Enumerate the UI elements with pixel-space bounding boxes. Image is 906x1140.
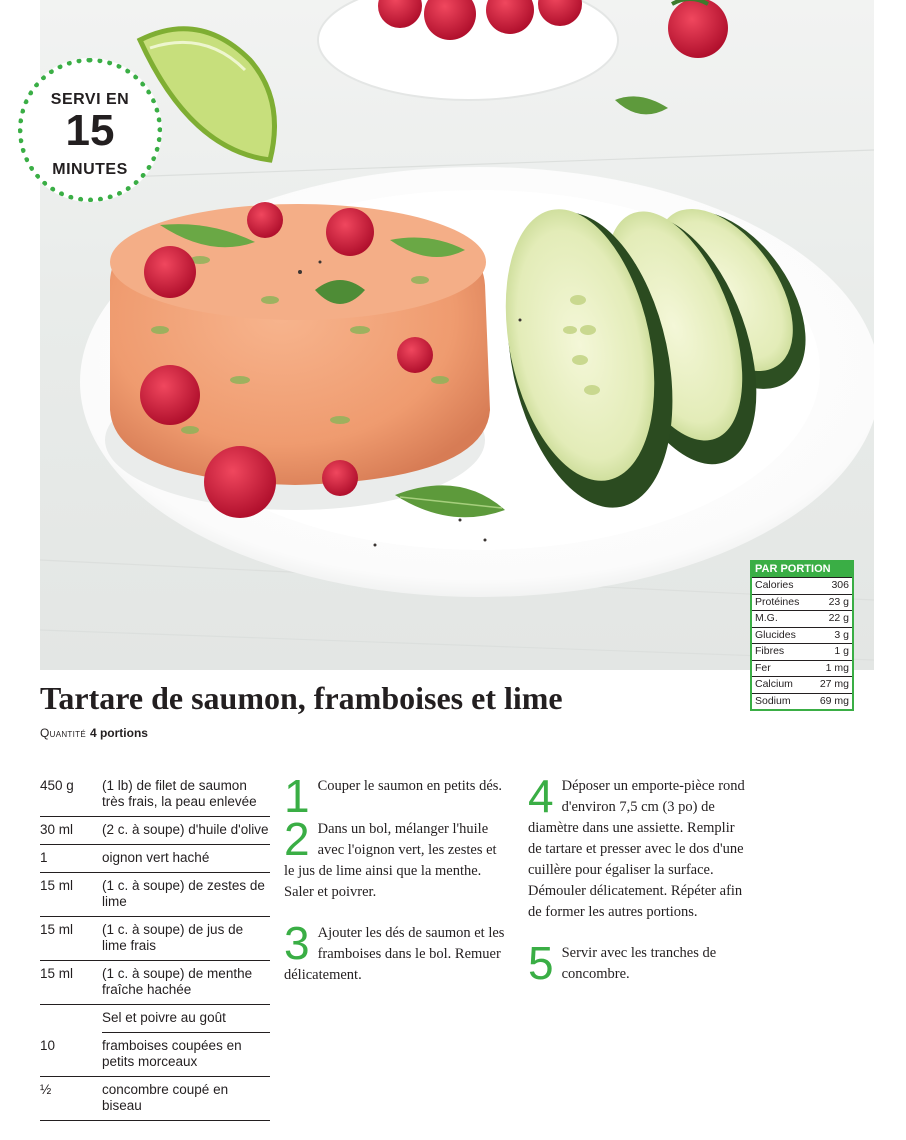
nutrition-value: 27 mg xyxy=(819,678,849,690)
ingredient-description: (1 c. à soupe) de jus de lime frais xyxy=(102,922,244,953)
ingredient-item xyxy=(102,1005,270,1033)
ingredient-description: (1 c. à soupe) de menthe fraîche hachée xyxy=(102,966,253,997)
ingredient-description: (1 c. à soupe) de zestes de lime xyxy=(102,878,265,909)
step-number: 4 xyxy=(528,770,554,822)
recipe-quantity xyxy=(40,726,148,740)
nutrition-value: 22 g xyxy=(828,612,849,624)
nutrition-value: 306 xyxy=(831,579,849,591)
ingredient-description: oignon vert haché xyxy=(102,850,210,865)
step-number: 1 xyxy=(284,770,310,822)
ingredient-item xyxy=(40,961,270,1005)
ingredient-item xyxy=(40,1077,270,1121)
badge-minutes-label: MINUTES xyxy=(52,161,128,178)
ingredient-quantity: 450 g xyxy=(40,778,74,793)
recipe-step xyxy=(284,813,510,903)
ingredient-quantity: 15 ml xyxy=(40,966,74,981)
salmon-tartare-illustration xyxy=(40,0,874,670)
badge-served-label: SERVI EN xyxy=(50,91,130,108)
nutrition-label: Calcium xyxy=(755,678,793,690)
ingredient-description: (2 c. à soupe) d'huile d'olive xyxy=(102,822,269,837)
nutrition-value: 69 mg xyxy=(819,694,849,707)
steps-column-1 xyxy=(284,770,510,1006)
recipe-step xyxy=(284,770,510,822)
recipe-photo xyxy=(40,0,874,670)
nutrition-label: M.G. xyxy=(755,612,778,624)
ingredient-list xyxy=(40,772,270,1121)
ingredient-description: concombre coupé en biseau xyxy=(102,1082,229,1113)
ingredient-quantity: ½ xyxy=(40,1082,52,1097)
ingredient-quantity: 1 xyxy=(40,850,48,865)
ingredient-item xyxy=(40,873,270,917)
ingredient-quantity: 15 ml xyxy=(40,878,74,893)
recipe-step xyxy=(284,917,510,986)
nutrition-row-fibre xyxy=(752,643,852,660)
step-text: Dans un bol, mélanger l'huile avec l'oignon vert, les zestes et le jus de lime ainsi que la menthe. Saler et poivrer. xyxy=(284,821,497,900)
ingredient-description: framboises coupées en petits morceaux xyxy=(102,1038,242,1069)
ingredient-quantity: 30 ml xyxy=(40,822,74,837)
ingredient-quantity: 15 ml xyxy=(40,922,74,937)
nutrition-value: 1 mg xyxy=(825,661,849,674)
nutrition-label: Calories xyxy=(755,579,794,591)
nutrition-label: Fibres xyxy=(755,645,785,657)
step-text: Ajouter les dés de saumon et les framboises dans le bol. Remuer délicatement. xyxy=(284,925,505,983)
nutrition-label: Glucides xyxy=(755,628,796,641)
ingredient-item xyxy=(40,917,270,961)
step-number: 3 xyxy=(284,917,310,969)
nutrition-value: 23 g xyxy=(828,595,849,608)
nutrition-label: Protéines xyxy=(755,595,800,608)
step-text: Servir avec les tranches de concombre. xyxy=(561,945,717,982)
nutrition-row-fat xyxy=(752,610,852,627)
nutrition-row-calcium xyxy=(752,676,852,693)
step-text: Déposer un emporte-pièce rond d'environ 7,5 cm (3 po) de diamètre dans une assiette. Remplir de tartare et presser avec le dos d'une cuillère pour égaliser la surface. Démouler délicatement. Répéter afin de former les autres portions. xyxy=(528,778,745,920)
nutrition-row-proteins xyxy=(752,594,852,611)
step-number: 2 xyxy=(284,813,310,865)
recipe-title: Tartare de saumon, framboises et lime xyxy=(40,680,563,716)
ingredient-description: Sel et poivre au goût xyxy=(102,1010,226,1025)
nutrition-value: 3 g xyxy=(834,628,849,641)
quantity-label: Quantité xyxy=(40,726,86,740)
nutrition-table xyxy=(750,560,854,711)
quantity-value: 4 portions xyxy=(89,726,148,740)
ingredient-quantity: 10 xyxy=(40,1038,56,1053)
ingredient-item xyxy=(40,817,270,845)
nutrition-row-sodium xyxy=(752,693,852,710)
nutrition-value: 1 g xyxy=(834,645,849,657)
steps-column-2 xyxy=(528,770,748,1005)
step-text: Couper le saumon en petits dés. xyxy=(317,778,503,794)
ingredient-item xyxy=(40,772,270,817)
recipe-step xyxy=(528,937,748,989)
nutrition-row-iron xyxy=(752,660,852,677)
nutrition-row-calories xyxy=(752,577,852,594)
step-number: 5 xyxy=(528,937,554,989)
ingredient-item xyxy=(40,845,270,873)
time-badge xyxy=(18,58,162,202)
recipe-step xyxy=(528,770,748,923)
nutrition-row-carbs xyxy=(752,627,852,644)
nutrition-label: Fer xyxy=(755,661,771,674)
nutrition-header: PAR PORTION xyxy=(752,562,852,577)
ingredient-item xyxy=(40,1033,270,1077)
ingredient-description: (1 lb) de filet de saumon très frais, la peau enlevée xyxy=(102,778,257,809)
nutrition-label: Sodium xyxy=(755,694,791,707)
badge-minutes-number: 15 xyxy=(65,106,115,155)
